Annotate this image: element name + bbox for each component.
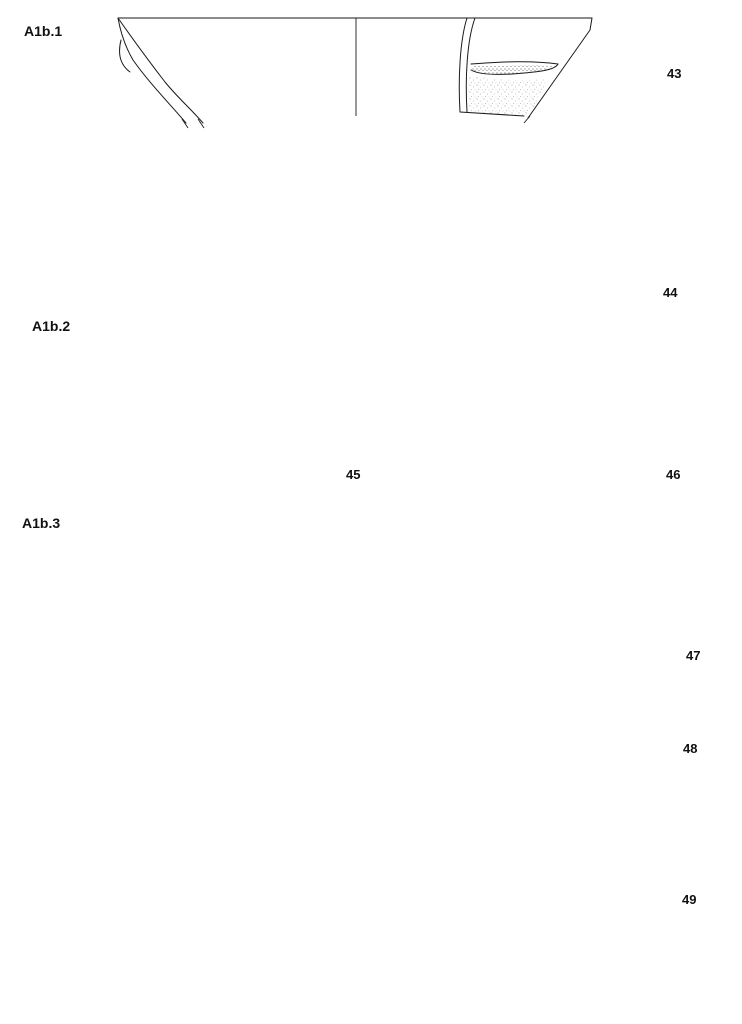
group-label-a1b1: A1b.1 bbox=[24, 23, 63, 39]
figure-number-44: 44 bbox=[663, 285, 678, 300]
group-label-a1b2: A1b.2 bbox=[32, 318, 71, 334]
figure-number-46: 46 bbox=[666, 467, 681, 482]
figure-number-49: 49 bbox=[682, 892, 697, 907]
figure-number-45: 45 bbox=[346, 467, 361, 482]
figure-number-43: 43 bbox=[667, 66, 682, 81]
figure-number-48: 48 bbox=[683, 741, 698, 756]
sherd-43 bbox=[118, 18, 592, 128]
group-label-a1b3: A1b.3 bbox=[22, 515, 61, 531]
figure-number-47: 47 bbox=[686, 648, 701, 663]
